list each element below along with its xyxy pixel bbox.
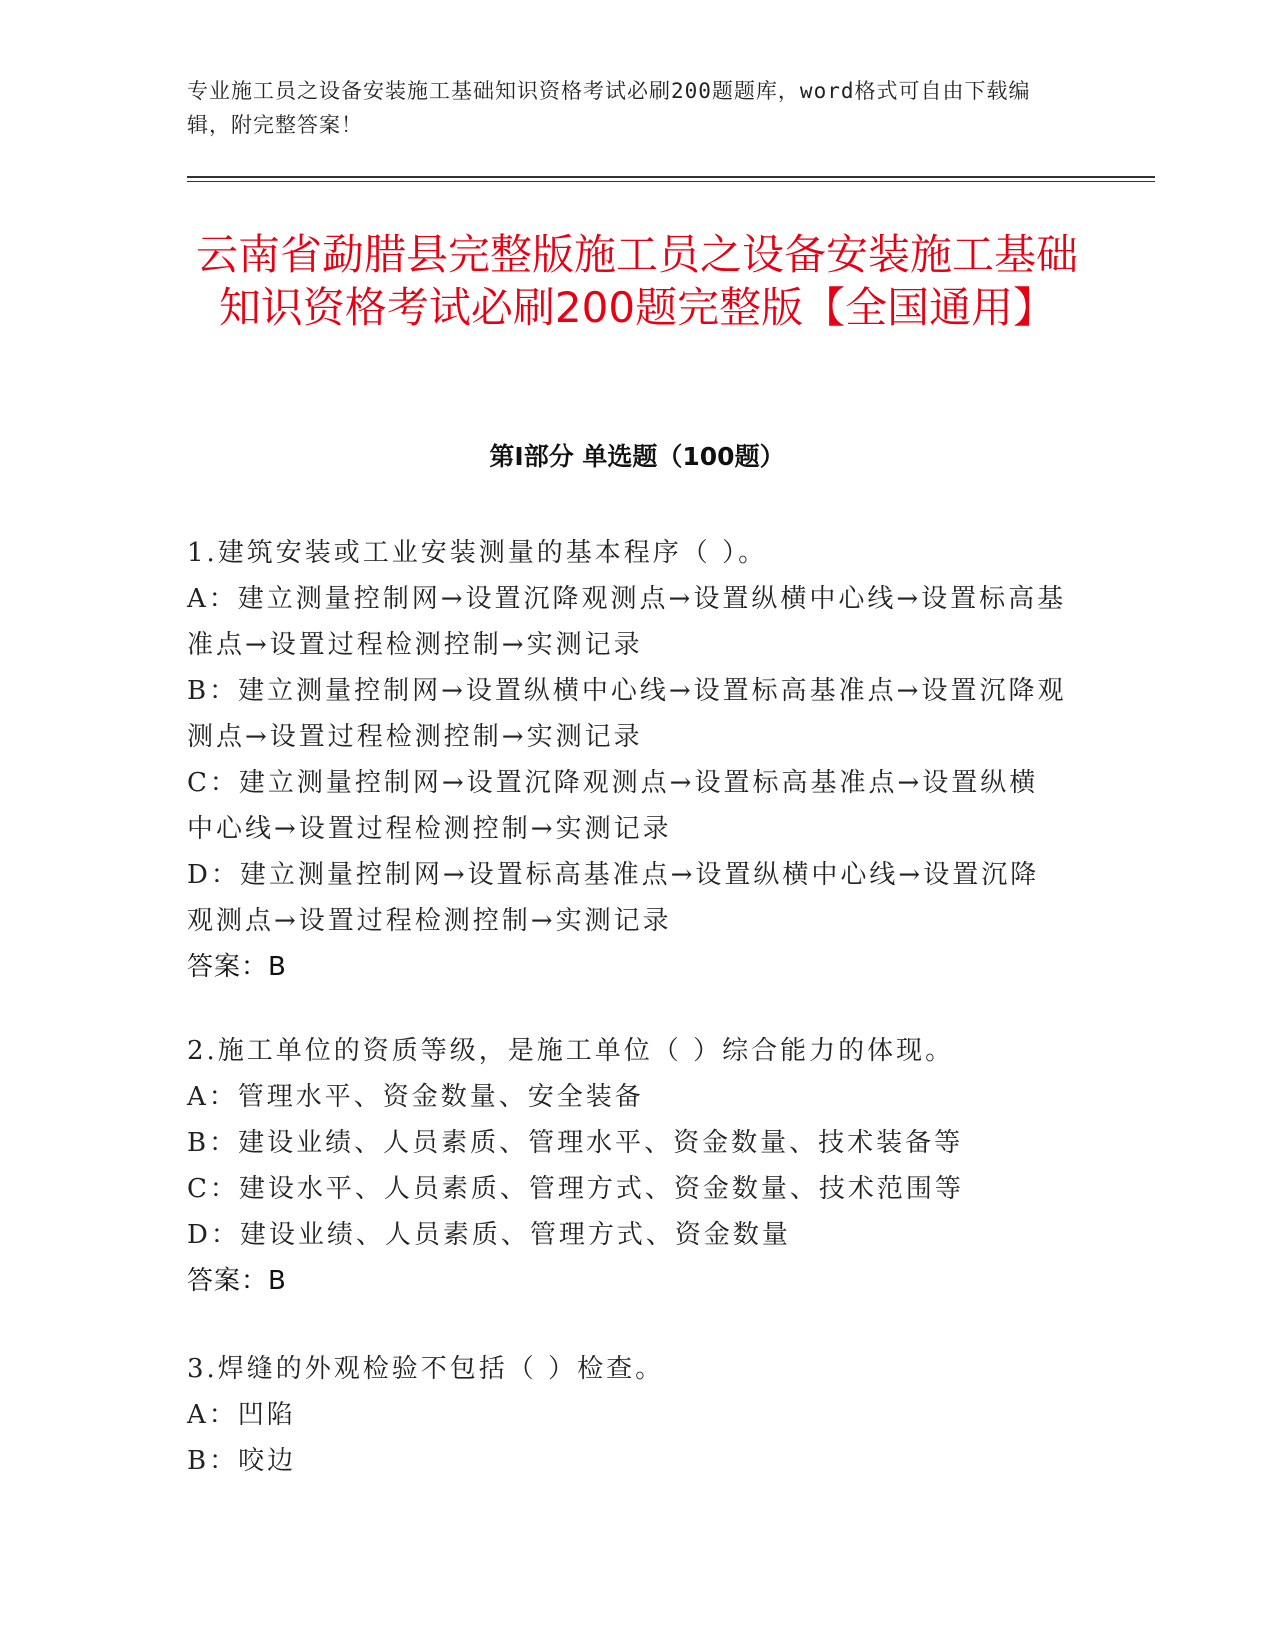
question-3 xyxy=(187,1346,1067,1484)
question-stem: 3.焊缝的外观检验不包括（ ）检查。 xyxy=(187,1354,665,1384)
question-stem: 1.建筑安装或工业安装测量的基本程序（ ）。 xyxy=(187,538,768,568)
answer: 答案：B xyxy=(187,1266,287,1296)
section-heading: 第I部分 单选题（100题） xyxy=(489,442,785,471)
question-1 xyxy=(187,530,1067,990)
answer: 答案：B xyxy=(187,952,287,982)
option-b: B：咬边 xyxy=(187,1446,297,1476)
option-c: C：建设水平、人员素质、管理方式、资金数量、技术范围等 xyxy=(187,1174,964,1204)
question-stem: 2.施工单位的资质等级，是施工单位（ ）综合能力的体现。 xyxy=(187,1036,955,1066)
option-c: C：建立测量控制网→设置沉降观测点→设置标高基准点→设置纵横中心线→设置过程检测控制→实测记录 xyxy=(187,768,1039,844)
option-b: B：建设业绩、人员素质、管理水平、资金数量、技术装备等 xyxy=(187,1128,964,1158)
header-note: 专业施工员之设备安装施工基础知识资格考试必刷200题题库，word格式可自由下载编辑，附完整答案！ xyxy=(187,79,1031,137)
option-a: A：凹陷 xyxy=(187,1400,296,1430)
header-divider-thin xyxy=(187,181,1155,182)
question-2 xyxy=(187,1028,1067,1304)
option-d: D：建立测量控制网→设置标高基准点→设置纵横中心线→设置沉降观测点→设置过程检测控制→实测记录 xyxy=(187,860,1040,936)
option-a: A：管理水平、资金数量、安全装备 xyxy=(187,1082,644,1112)
option-b: B：建立测量控制网→设置纵横中心线→设置标高基准点→设置沉降观测点→设置过程检测控制→实测记录 xyxy=(187,676,1067,752)
option-a: A：建立测量控制网→设置沉降观测点→设置纵横中心线→设置标高基准点→设置过程检测控制→实测记录 xyxy=(187,584,1067,660)
document-title: 云南省勐腊县完整版施工员之设备安装施工基础知识资格考试必刷200题完整版【全国通用】 xyxy=(195,230,1078,332)
option-d: D：建设业绩、人员素质、管理方式、资金数量 xyxy=(187,1220,791,1250)
header-divider xyxy=(187,176,1155,178)
